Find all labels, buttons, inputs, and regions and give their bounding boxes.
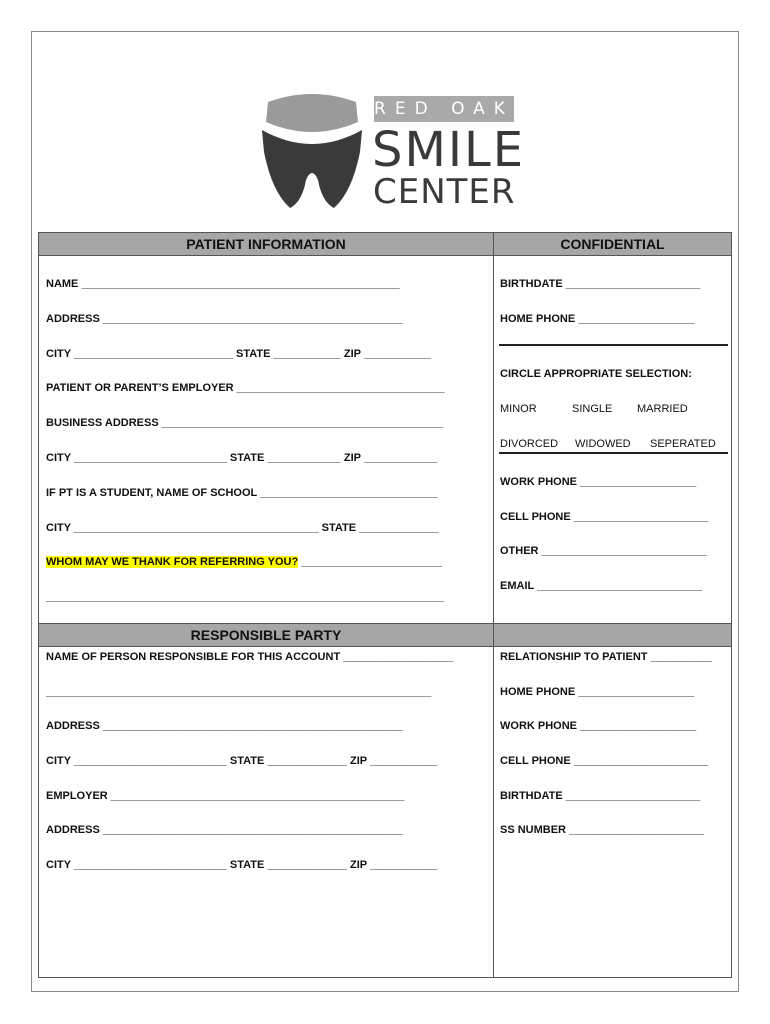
referral-question: WHOM MAY WE THANK FOR REFERRING YOU? [46,556,299,568]
business-address-field[interactable]: BUSINESS ADDRESS ______________________________________________ [46,417,444,429]
business-city-state-zip-field[interactable]: CITY _________________________ STATE ____________ ZIP ____________ [46,452,438,464]
school-city-state-field[interactable]: CITY ________________________________________ STATE _____________ [46,522,439,534]
responsible-extra-line[interactable]: _______________________________________________________________ [46,686,432,698]
responsible-employer-field[interactable]: EMPLOYER ________________________________________________ [46,790,405,802]
patient-name-field[interactable]: NAME ____________________________________________________ [46,278,400,290]
responsible-home-phone-field[interactable]: HOME PHONE ___________________ [500,686,695,698]
option-minor[interactable]: MINOR [500,403,537,415]
option-widowed[interactable]: WIDOWED [575,438,631,450]
patient-city-state-zip-field[interactable]: CITY __________________________ STATE ___________ ZIP ___________ [46,348,432,360]
option-divorced[interactable]: DIVORCED [500,438,559,450]
employer-field[interactable]: PATIENT OR PARENT’S EMPLOYER __________________________________ [46,382,445,394]
clinic-logo [260,92,526,212]
circle-selection-label: CIRCLE APPROPRIATE SELECTION: [500,368,692,380]
registration-form [38,232,732,978]
other-field[interactable]: OTHER ___________________________ [500,545,707,557]
patient-information-header: PATIENT INFORMATION [39,233,493,256]
cell-phone-field[interactable]: CELL PHONE ______________________ [500,511,709,523]
logo-banner: RED OAK [374,96,514,122]
responsible-name-field[interactable]: NAME OF PERSON RESPONSIBLE FOR THIS ACCOUNT __________________ [46,651,454,663]
tooth-icon [260,92,364,210]
responsible-address-field[interactable]: ADDRESS _________________________________________________ [46,720,403,732]
relationship-field[interactable]: RELATIONSHIP TO PATIENT __________ [500,651,712,663]
responsible-work-phone-field[interactable]: WORK PHONE ___________________ [500,720,697,732]
form-page [31,31,739,992]
responsible-employer-city-state-zip-field[interactable]: CITY _________________________ STATE _____________ ZIP ___________ [46,859,438,871]
birthdate-field[interactable]: BIRTHDATE ______________________ [500,278,701,290]
logo-smile-text: SMILE [372,122,526,178]
work-phone-field[interactable]: WORK PHONE ___________________ [500,476,697,488]
responsible-party-header: RESPONSIBLE PARTY [39,623,493,647]
logo-center-text: CENTER [373,172,516,212]
confidential-header: CONFIDENTIAL [494,233,731,256]
referral-extra-line[interactable]: _________________________________________________________________ [46,591,444,603]
school-name-field[interactable]: IF PT IS A STUDENT, NAME OF SCHOOL _____________________________ [46,487,438,499]
responsible-city-state-zip-field[interactable]: CITY _________________________ STATE _____________ ZIP ___________ [46,755,438,767]
option-seperated[interactable]: SEPERATED [650,438,716,450]
patient-address-field[interactable]: ADDRESS _________________________________________________ [46,313,403,325]
responsible-birthdate-field[interactable]: BIRTHDATE ______________________ [500,790,701,802]
home-phone-field[interactable]: HOME PHONE ___________________ [500,313,695,325]
responsible-cell-phone-field[interactable]: CELL PHONE ______________________ [500,755,709,767]
ss-number-field[interactable]: SS NUMBER ______________________ [500,824,704,836]
responsible-right-header [494,623,731,647]
section-rule [499,344,728,346]
responsible-employer-address-field[interactable]: ADDRESS _________________________________________________ [46,824,403,836]
column-divider [493,233,494,977]
section-rule-2 [499,452,728,454]
referral-field[interactable] [46,555,442,569]
email-field[interactable]: EMAIL ___________________________ [500,580,703,592]
option-married[interactable]: MARRIED [637,403,688,415]
option-single[interactable]: SINGLE [572,403,613,415]
referral-blank: _______________________ [298,556,442,568]
